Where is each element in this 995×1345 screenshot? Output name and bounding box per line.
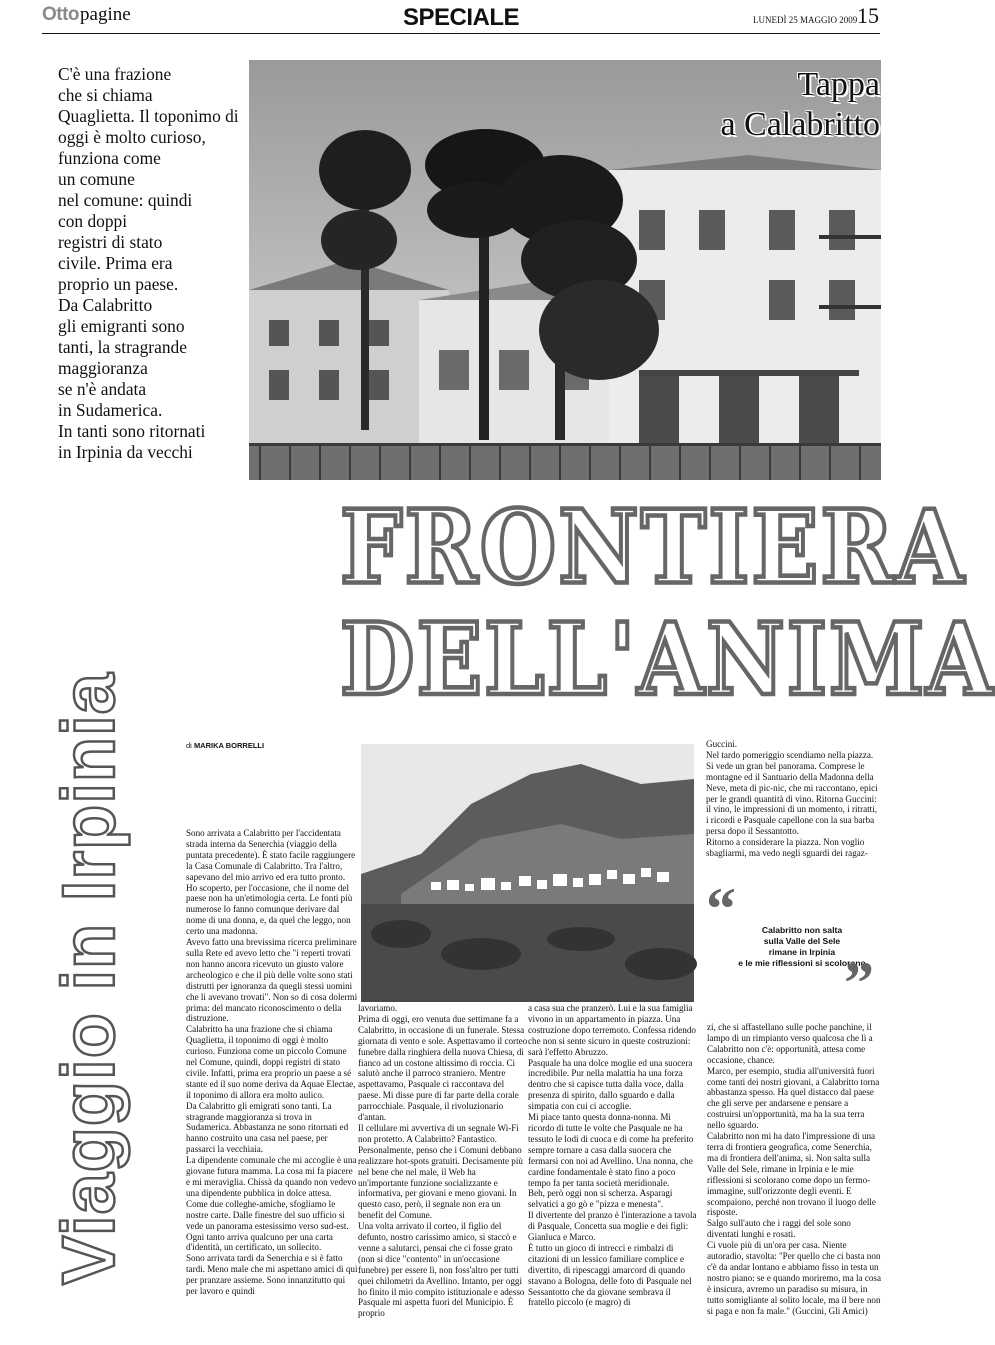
issue-date: LUNEDÌ 25 MAGGIO 2009 [753, 15, 858, 25]
intro-line: in Sudamerica. [58, 400, 163, 420]
paragraph: Ogni tanto arriva qualcuno per una carta d'identità, un certificato, un sollecito. [186, 1231, 333, 1253]
brand-otto: Otto [42, 4, 80, 25]
landscape-photo [361, 744, 694, 1002]
paragraph: a casa sua che pranzerò. Lui e la sua famiglia vivono in un appartamento in piazza. Una costruzione dopo terremoto. Confessa ridendo che non si sente sicuro in queste costruzioni: sarà l'effetto Abruzzo. [528, 1003, 696, 1057]
intro-line: che si chiama [58, 85, 153, 105]
intro-line: gli emigranti sono [58, 316, 185, 336]
paragraph: Calabritto ha una frazione che si chiama Quaglietta, il toponimo di oggi è molto curioso. Funziona come un piccolo Comune nel Comune, quindi, doppi registri di stato civile. Infatti, prima era proprio un paese a sé stante ed il suo nome deriva da Aquae Electae, il toponimo di allora era molto aulico. [186, 1024, 356, 1100]
intro-line: maggioranza [58, 358, 148, 378]
pull-quote-line: e le mie riflessioni si scolorano [738, 958, 866, 968]
headline-line1: FRONTIERA [340, 486, 966, 607]
paragraph: Prima di oggi, ero venuta due settimane fa a Calabritto, in occasione di un funerale. Stessa giornata di vento e sole. Aspettavamo il corteo funebre dalla ringhiera della nuova Chiesa, di fianco ad un costone altissimo di roccia. Ci salutò anche il parroco straniero. Mentre aspettavamo, Pasquale ci raccontava del paese. Mi disse pure di far parte della corale parrocchiale. Pasquale, il rivoluzionario d'antan. [358, 1013, 528, 1123]
intro-line: se n'è andata [58, 379, 147, 399]
article-column-2 [358, 1003, 528, 1319]
intro-line: con doppi [58, 211, 128, 231]
paragraph: Ritorno a considerare la piazza. Non voglio sbagliarmi, ma vedo negli sguardi dei ragaz- [706, 837, 868, 859]
intro-line: C'è una frazione [58, 64, 172, 84]
paragraph: Nel tardo pomeriggio scendiamo nella piazza. Si vede un gran bel panorama. Comprese le montagne ed il Santuario della Madonna della Neve, meta di pic-nic, che mi raccontano, epici per le grandi quantità di vino. Ritorna Guccini: il vino, le impressioni di un momento, i ritratti, i ricordi e Pasquale capellone con la sua barba persa dopo il Sessantotto. [706, 749, 878, 837]
byline-prefix: di [186, 741, 192, 750]
paragraph: Beh, però oggi non si scherza. Asparagi selvatici a go gò e "pizza e menesta". [528, 1188, 673, 1210]
paragraph: Marco, per esempio, studia all'università fuori come tanti dei nostri giovani, a Calabritto torna abbastanza spesso. Ha quel distacco dal paese che gli serve per andarsene e pensare a costruirsi un'opportunità, ma ha la sua terra nello sguardo. [707, 1065, 880, 1131]
intro-line: civile. Prima era [58, 253, 173, 273]
pull-quote-line: sulla Valle del Sele [763, 936, 841, 946]
intro-line: nel comune: quindi [58, 190, 193, 210]
intro-line: in Irpinia da vecchi [58, 442, 193, 462]
page-header [0, 0, 922, 36]
paragraph: È tutto un gioco di intrecci e rimbalzi di citazioni di un lessico familiare complice e divertito, di ripescaggi amarcord di quando stavano a Bologna, delle foto di Pasquale nel Sessantotto che da giovane sembrava il fratello piccolo (e magro) di [528, 1242, 692, 1308]
page-number: 15 [857, 3, 879, 28]
paragraph: Una volta arrivato il corteo, il figlio del defunto, nostro carissimo amico, si staccò e venne a salutarci, pensai che ci fosse grato (non si dice "contento" in un'occasione funebre) per essere lì, non foss'altro per tutti quei chilometri da Avellino. Intanto, per oggi ho finito il mio compito istituzionale e adesso Pasquale mi aspetta fuori del Municipio. È proprio [358, 1221, 525, 1319]
photo-caption-line2: a Calabritto [720, 106, 880, 143]
article-column-1 [186, 828, 358, 1297]
paragraph: Come due colleghe-amiche, sfogliamo le nostre carte. Dalle finestre del suo ufficio si vede un panorama estesissimo verso sud-est. [186, 1198, 349, 1231]
byline [186, 741, 264, 750]
landscape-illustration [361, 744, 694, 1002]
paragraph: Calabritto non mi ha dato l'impressione di una terra di frontiera geografica, come Senerchia, ma di frontiera dell'anima, sì. Non salta sulla Valle del Sele, rimane in Irpinia e le mie riflessioni si scolorano come dopo un fermo-immagine, sull'orizzonte degli eventi. E scompaiono, perché non trovano il luogo delle risposte. [707, 1131, 876, 1218]
pull-quote [706, 876, 881, 1016]
intro-summary [58, 64, 238, 463]
paragraph: lavoriamo. [358, 1003, 398, 1013]
intro-line: funziona come [58, 148, 161, 168]
header-rule [42, 33, 880, 34]
intro-line: proprio un paese. [58, 274, 179, 294]
paragraph: Sono arrivata a Calabritto per l'accidentata strada interna da Senerchia (viaggio della puntata precedente). È stato facile raggiungere la Casa Comunale di Calabritto. Tra l'altro, sapevano del mio arrivo ed era tutto pronto. Ho scoperto, per l'occasione, che il nome del paese non ha un'etimologia certa. Le fonti più numerose lo fanno comunque derivare dal nome di una donna, e, da quel che leggo, non certo una madonna. [186, 828, 356, 937]
vertical-series-title: Viaggio in Irpinia [47, 672, 130, 1285]
photo-caption [520, 65, 880, 145]
pull-quote-line: Calabritto non salta [761, 925, 843, 935]
paragraph: Da Calabritto gli emigrati sono tanti. La stragrande maggioranza si trova in Sudamerica. Abbastanza ne sono ritornati ed hanno costruito una casa nel paese, per passarci la vecchiaia. [186, 1100, 349, 1155]
intro-line: Quaglietta. Il toponimo di [58, 106, 239, 126]
article-column-4-top [706, 739, 881, 859]
paragraph: zi, che si affastellano sulle poche panchine, il lampo di un rimpianto verso qualcosa che lì a Calabritto non c'è: opportunità, attesa come occasione, chance. [707, 1022, 873, 1065]
intro-line: registri di stato [58, 232, 163, 252]
paragraph: La dipendente comunale che mi accoglie è una giovane futura mamma. La cosa mi fa piacere e mi meraviglia. Chissà da quando non vedevo una dipendente pubblica in dolce attesa. [186, 1155, 357, 1198]
pull-quote-line: rimane in Irpinia [768, 947, 836, 957]
photo-caption-line1: Tappa [797, 66, 880, 103]
paragraph: Mi piace tanto questa donna-nonna. Mi ricordo di tutte le volte che Pasquale ne ha tessuto le lodi di cuoca e di come ha preferito sempre tornare a casa dalla suocera che fermarsi con noi ad Avellino. Una nonna, che cardine fondamentale è stato fino a poco tempo fa per tanta società meridionale. [528, 1112, 694, 1188]
article-column-3 [528, 1003, 698, 1308]
intro-line: Da Calabritto [58, 295, 153, 315]
paragraph: Il cellulare mi avvertiva di un segnale Wi-Fi non protetto. A Calabritto? Fantastico. Personalmente, penso che i Comuni debbano realizzare hot-spots gratuiti. Decisamente più nel bene che nel male, il Web ha un'importante funzione socializzante e informativa, per giovani e meno giovani. In questo caso, però, il segnale non era un benefit del Comune. [358, 1122, 523, 1221]
paragraph: Il divertente del pranzo è l'interazione a tavola di Pasquale, Concetta sua moglie e dei figli: Gianluca e Marco. [528, 1210, 697, 1243]
paragraph: Ci vuole più di un'ora per casa. Niente autoradio, stavolta: "Per quello che ci basta non c'è da andar lontano e abbiamo fisso in testa un nostro piano: se e quando moriremo, ma la cosa è insicura, avremo un paradiso su misura, in tutto somigliante al solito locale, ma il bere non si paga e non fa male." (Guccini, Gli Amici) [707, 1240, 881, 1316]
article-column-4-bottom [707, 1022, 881, 1316]
intro-line: un comune [58, 169, 135, 189]
intro-line: tanti, la stragrande [58, 337, 187, 357]
paragraph: Salgo sull'auto che i raggi del sole sono diventati lunghi e rosati. [707, 1218, 851, 1240]
paragraph: Guccini. [706, 739, 738, 749]
intro-line: oggi è molto curioso, [58, 127, 206, 147]
byline-author: MARIKA BORRELLI [193, 741, 265, 750]
paragraph: Sono arrivata tardi da Senerchia e si è fatto tardi. Meno male che mi aspettano amici di qui per pranzare assieme. Sono innanzitutto qui per lavoro e quindi [186, 1253, 358, 1297]
intro-line: In tanti sono ritornati [58, 421, 206, 441]
section-title: SPECIALE [402, 4, 520, 31]
brand-pagine: pagine [80, 4, 131, 25]
headline-line2: DELL'ANIMA [340, 601, 995, 719]
paragraph: Avevo fatto una brevissima ricerca preliminare sulla Rete ed avevo letto che "i reperti trovati non hanno ancora ricevuto un giusto valore archeologico e che il più delle volte sono stati distrutti per ignoranza da quegli stessi uomini che li avevano trovati". Non so di cosa dolermi prima: del mancato riconoscimento o della distruzione. [186, 937, 358, 1024]
paragraph: Pasquale ha una dolce moglie ed una suocera incredibile. Pur nella malattia ha una forza dentro che si capisce tutta dalla voce, dalla presenza di spirito, dallo sguardo e dalla simpatia con cui ci accoglie. [528, 1057, 693, 1112]
open-quote-mark: “ [706, 876, 736, 942]
close-quote-mark: ” [844, 950, 874, 1016]
